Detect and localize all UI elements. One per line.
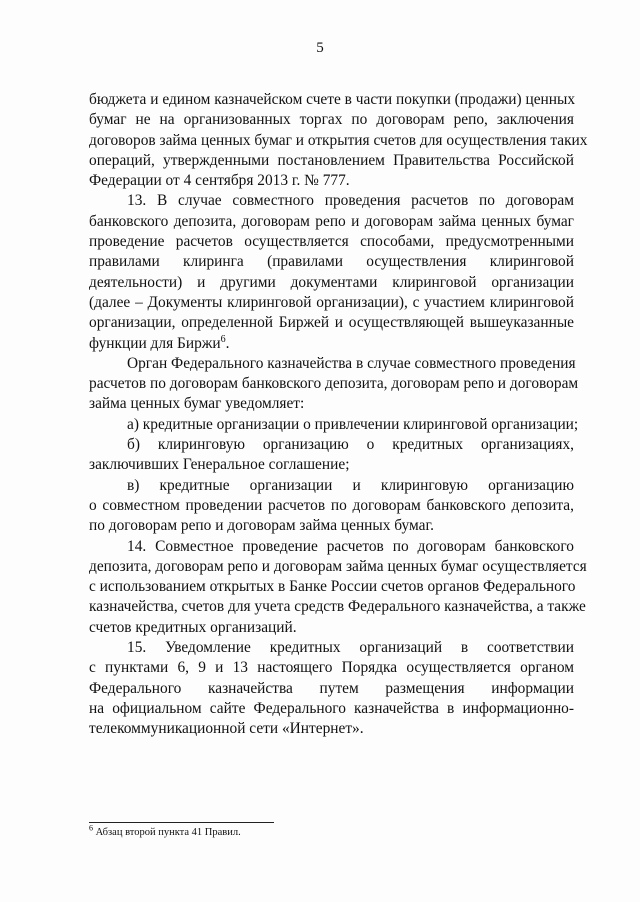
text-line: организации, определенной Биржей и осуществляющей вышеуказанные [89,314,574,332]
text-line: проведение расчетов осуществляется способами, предусмотренными [89,233,574,251]
text-line: (далее – Документы клиринговой организации), с участием клиринговой [89,293,574,311]
text-line: деятельности) и другими документами клиринговой организации [89,273,574,291]
text-line: заключивших Генеральное соглашение; [89,456,350,474]
text-line: бумаг не на организованных торгах по договорам репо, заключения [89,111,574,129]
text-line: договоров займа ценных бумаг и открытия счетов для осуществления таких [89,131,588,149]
text-line: Федерации от 4 сентября 2013 г. № 777. [89,172,350,190]
text-line: Федерального казначейства путем размещения информации [89,679,574,697]
list-item-v [89,476,574,537]
text-line: по договорам репо и договорам займа ценных бумаг. [89,517,434,535]
text-line: 15. Уведомление кредитных организаций в соответствии [127,639,574,657]
footnote-marker: 6 [89,823,93,833]
text-fragment: функции для Биржи [89,334,221,352]
text-fragment: . [225,334,230,352]
text-line: о совместном проведении расчетов по договорам банковского депозита, [89,496,574,514]
paragraph-14 [89,537,587,638]
text-line: бюджета и едином казначейском счете в части покупки (продажи) ценных [89,91,576,108]
list-item-b [89,435,574,476]
footnote-reference[interactable]: 6 [220,333,226,345]
page-number: 5 [316,40,324,56]
text-line: в) кредитные организации и клиринговую организацию [127,476,574,494]
footnote-text: Абзац второй пункта 41 Правил. [95,827,241,838]
text-line: 13. В случае совместного проведения расчетов по договорам [127,192,574,210]
text-line: телекоммуникационной сети «Интернет». [89,720,364,738]
paragraph-13 [89,191,574,353]
text-line: на официальном сайте Федерального казначейства в информационно- [89,699,574,717]
text-line: казначейства, счетов для учета средств Федерального казначейства, а также [89,598,586,616]
text-line: правилами клиринга (правилами осуществления клиринговой [89,253,574,271]
footnote [89,823,489,840]
text-line: с пунктами 6, 9 и 13 настоящего Порядка осуществляется органом [89,659,574,677]
text-line: Орган Федерального казначейства в случае совместного проведения [127,354,576,372]
text-line: расчетов по договорам банковского депозита, договорам репо и договорам [89,375,579,393]
text-line: с использованием открытых в Банке России счетов органов Федерального [89,578,576,596]
paragraph-continuation [89,90,588,191]
text-line: займа ценных бумаг уведомляет: [89,395,305,413]
paragraph-notification [89,354,579,415]
document-body [89,90,588,740]
footnote-separator [89,822,274,823]
text-line-with-footnote [89,334,574,354]
list-item-a [89,415,579,435]
text-line: а) кредитные организации о привлечении клиринговой организации; [127,415,579,433]
paragraph-15 [89,638,574,739]
text-line: счетов кредитных организаций. [89,618,297,636]
text-line: б) клиринговую организацию о кредитных организациях, [127,436,574,454]
text-line: операций, утвержденными постановлением Правительства Российской [89,151,574,169]
text-line: банковского депозита, договорам репо и договорам займа ценных бумаг [89,212,574,230]
text-line: депозита, договорам репо и договорам займа ценных бумаг осуществляется [89,557,587,575]
text-line: 14. Совместное проведение расчетов по договорам банковского [127,537,574,555]
